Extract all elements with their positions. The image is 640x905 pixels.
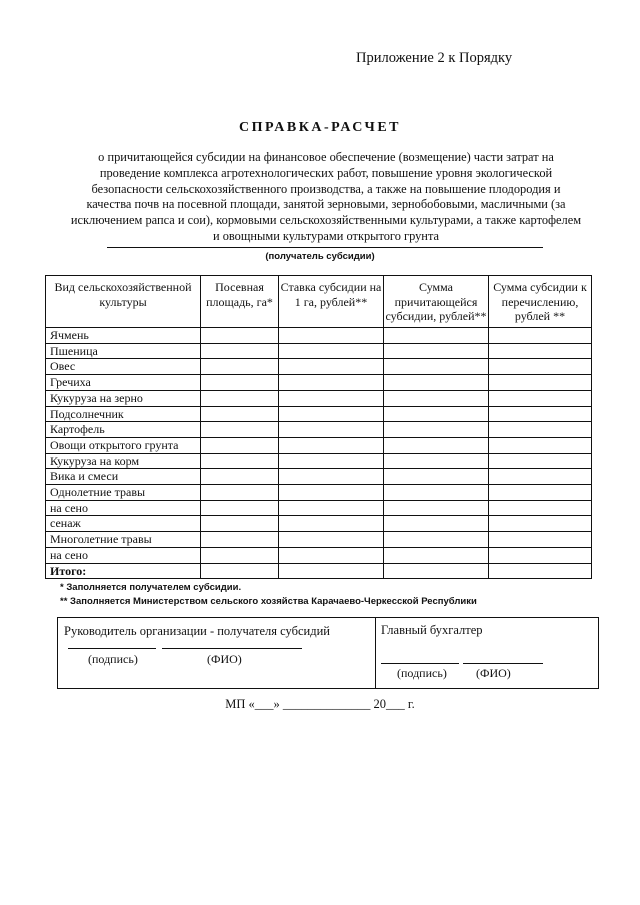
subsidy-table [45,275,592,579]
head-signature-line[interactable] [68,648,156,649]
document-title: СПРАВКА-РАСЧЕТ [238,120,402,135]
value-cell[interactable] [279,563,384,579]
value-cell[interactable] [201,359,279,375]
crop-name-cell: Однолетние травы [46,485,201,501]
table-row [46,453,592,469]
crop-name-cell: на сено [46,547,201,563]
footnotes [60,581,477,609]
value-cell[interactable] [279,437,384,453]
value-cell[interactable] [279,406,384,422]
table-row [46,500,592,516]
value-cell[interactable] [489,563,592,579]
value-cell[interactable] [489,469,592,485]
table-row [46,375,592,391]
value-cell[interactable] [201,390,279,406]
value-cell[interactable] [201,547,279,563]
footnote: ** Заполняется Министерством сельского хозяйства Карачаево-Черкесской Республики [60,596,477,607]
head-name-line[interactable] [162,648,302,649]
crop-name-cell: Овощи открытого грунта [46,437,201,453]
value-cell[interactable] [489,359,592,375]
table-row [46,406,592,422]
value-cell[interactable] [201,343,279,359]
value-cell[interactable] [489,547,592,563]
table-header-row [46,276,592,328]
header-transfer-amount: Сумма субсидии к перечислению, рублей ** [489,276,592,328]
crop-name-cell: Многолетние травы [46,532,201,548]
accountant-signature-label: (подпись) [397,666,447,680]
value-cell[interactable] [489,390,592,406]
accountant-name-label: (ФИО) [476,666,511,680]
value-cell[interactable] [489,343,592,359]
accountant-signature-line[interactable] [381,663,459,664]
crop-name-cell: Гречиха [46,375,201,391]
value-cell[interactable] [201,406,279,422]
value-cell[interactable] [279,390,384,406]
head-name-label: (ФИО) [207,652,242,666]
table-row [46,359,592,375]
value-cell[interactable] [384,453,489,469]
value-cell[interactable] [384,343,489,359]
value-cell[interactable] [279,359,384,375]
value-cell[interactable] [384,359,489,375]
value-cell[interactable] [489,532,592,548]
crop-name-cell: Вика и смеси [46,469,201,485]
value-cell[interactable] [201,375,279,391]
accountant-signature-block [381,623,543,682]
value-cell[interactable] [201,500,279,516]
value-cell[interactable] [279,485,384,501]
header-due-amount: Сумма причитающейся субсидии, рублей** [384,276,489,328]
signature-divider [375,617,376,689]
value-cell[interactable] [489,516,592,532]
value-cell[interactable] [384,547,489,563]
value-cell[interactable] [489,422,592,438]
value-cell[interactable] [384,328,489,344]
value-cell[interactable] [201,422,279,438]
value-cell[interactable] [384,437,489,453]
header-crop-type: Вид сельскохозяйственной культуры [46,276,201,328]
value-cell[interactable] [201,516,279,532]
value-cell[interactable] [201,532,279,548]
value-cell[interactable] [384,375,489,391]
stamp-date-line: МП «___» ______________ 20___ г. [225,697,415,711]
value-cell[interactable] [201,563,279,579]
value-cell[interactable] [489,375,592,391]
value-cell[interactable] [384,563,489,579]
value-cell[interactable] [489,453,592,469]
value-cell[interactable] [384,422,489,438]
recipient-line[interactable] [107,247,543,248]
value-cell[interactable] [279,453,384,469]
value-cell[interactable] [201,485,279,501]
value-cell[interactable] [279,532,384,548]
document-subtitle: о причитающейся субсидии на финансовое обеспечение (возмещение) части затрат на проведение комплекса агротехнологических работ, повышение уровня экологической безопасности сельскохозяйственного производства, а также на повышение плодородия и качества почв на посевной площади, занятой зерновыми, зернобобовыми, масличными (за исключением рапса и сои), кормовыми сельскохозяйственными культурами, а также картофелем и овощными культурами открытого грунта [70,150,582,243]
table-row [46,485,592,501]
recipient-caption: (получатель субсидии) [265,251,375,262]
table-row [46,469,592,485]
value-cell[interactable] [201,437,279,453]
value-cell[interactable] [489,485,592,501]
crop-name-cell: Итого: [46,563,201,579]
header-sown-area: Посевная площадь, га* [201,276,279,328]
value-cell[interactable] [384,500,489,516]
value-cell[interactable] [384,532,489,548]
table-row [46,422,592,438]
table-row [46,516,592,532]
value-cell[interactable] [384,390,489,406]
value-cell[interactable] [384,516,489,532]
appendix-label: Приложение 2 к Порядку [356,50,513,66]
value-cell[interactable] [279,343,384,359]
crop-name-cell: на сено [46,500,201,516]
value-cell[interactable] [201,453,279,469]
value-cell[interactable] [201,469,279,485]
crop-name-cell: Овес [46,359,201,375]
accountant-title: Главный бухгалтер [381,623,483,637]
crop-name-cell: Ячмень [46,328,201,344]
crop-name-cell: Кукуруза на зерно [46,390,201,406]
table-row [46,390,592,406]
value-cell[interactable] [201,328,279,344]
value-cell[interactable] [489,328,592,344]
crop-name-cell: Пшеница [46,343,201,359]
value-cell[interactable] [489,406,592,422]
crop-name-cell: Подсолнечник [46,406,201,422]
footnote: * Заполняется получателем субсидии. [60,582,242,593]
table-row [46,343,592,359]
head-signature-label: (подпись) [88,652,138,666]
accountant-name-line[interactable] [463,663,543,664]
table-row [46,437,592,453]
crop-name-cell: Картофель [46,422,201,438]
header-rate: Ставка субсидии на 1 га, рублей** [279,276,384,328]
value-cell[interactable] [279,516,384,532]
head-title: Руководитель организации - получателя субсидий [64,624,330,638]
value-cell[interactable] [279,500,384,516]
value-cell[interactable] [489,437,592,453]
value-cell[interactable] [279,547,384,563]
value-cell[interactable] [279,375,384,391]
table-row [46,532,592,548]
table-row [46,328,592,344]
value-cell[interactable] [489,500,592,516]
value-cell[interactable] [384,485,489,501]
value-cell[interactable] [279,422,384,438]
crop-name-cell: Кукуруза на корм [46,453,201,469]
table-row [46,563,592,579]
table-row [46,547,592,563]
value-cell[interactable] [279,328,384,344]
value-cell[interactable] [279,469,384,485]
value-cell[interactable] [384,469,489,485]
crop-name-cell: сенаж [46,516,201,532]
value-cell[interactable] [384,406,489,422]
head-signature-block [64,623,364,667]
